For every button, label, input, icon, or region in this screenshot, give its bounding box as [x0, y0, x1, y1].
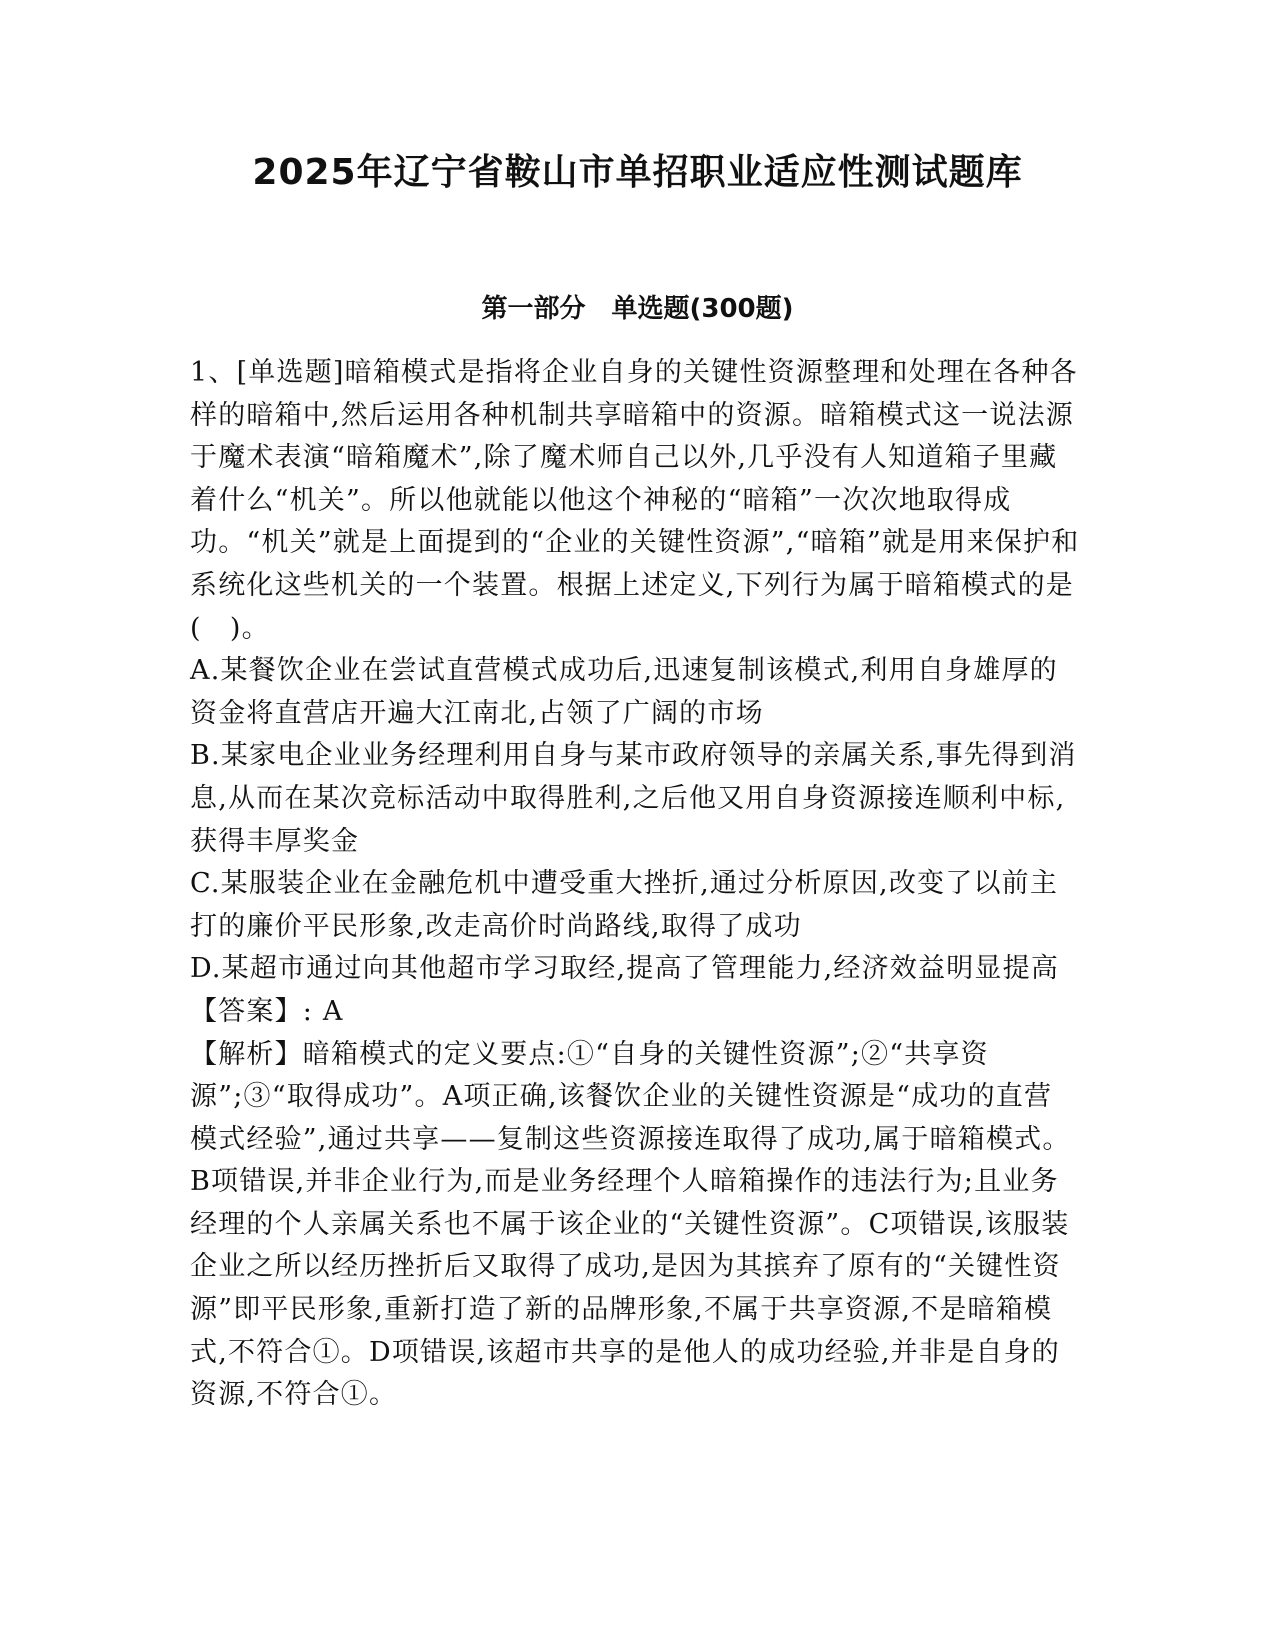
option-c: C.某服装企业在金融危机中遭受重大挫折,通过分析原因,改变了以前主打的廉价平民形象,改走高价时尚路线,取得了成功: [190, 868, 1059, 942]
section-title: 第一部分 单选题(300题): [481, 294, 794, 324]
document-title: 2025年辽宁省鞍山市单招职业适应性测试题库: [252, 152, 1023, 193]
answer-line: 【答案】: A: [190, 995, 344, 1027]
question-stem: 1、[单选题]暗箱模式是指将企业自身的关键性资源整理和处理在各种各样的暗箱中,然后运用各种机制共享暗箱中的资源。暗箱模式这一说法源于魔术表演“暗箱魔术”,除了魔术师自己以外,几乎没有人知道箱子里藏着什么“机关”。所以他就能以他这个神秘的“暗箱”一次次地取得成功。“机关”就是上面提到的“企业的关键性资源”,“暗箱”就是用来保护和系统化这些机关的一个装置。根据上述定义,下列行为属于暗箱模式的是( )。: [190, 357, 1080, 644]
option-a: A.某餐饮企业在尝试直营模式成功后,迅速复制该模式,利用自身雄厚的资金将直营店开遍大江南北,占领了广阔的市场: [190, 655, 1058, 729]
question-block: [190, 352, 1080, 1417]
option-d: D.某超市通过向其他超市学习取经,提高了管理能力,经济效益明显提高: [190, 953, 1060, 985]
analysis-text: 【解析】暗箱模式的定义要点:①“自身的关键性资源”;②“共享资源”;③“取得成功”。A项正确,该餐饮企业的关键性资源是“成功的直营模式经验”,通过共享——复制这些资源接连取得了成功,属于暗箱模式。B项错误,并非企业行为,而是业务经理个人暗箱操作的违法行为;且业务经理的个人亲属关系也不属于该企业的“关键性资源”。C项错误,该服装企业之所以经历挫折后又取得了成功,是因为其摈弃了原有的“关键性资源”即平民形象,重新打造了新的品牌形象,不属于共享资源,不是暗箱模式,不符合①。D项错误,该超市共享的是他人的成功经验,并非是自身的资源,不符合①。: [190, 1038, 1071, 1411]
option-b: B.某家电企业业务经理利用自身与某市政府领导的亲属关系,事先得到消息,从而在某次竞标活动中取得胜利,之后他又用自身资源接连顺利中标,获得丰厚奖金: [190, 740, 1077, 857]
